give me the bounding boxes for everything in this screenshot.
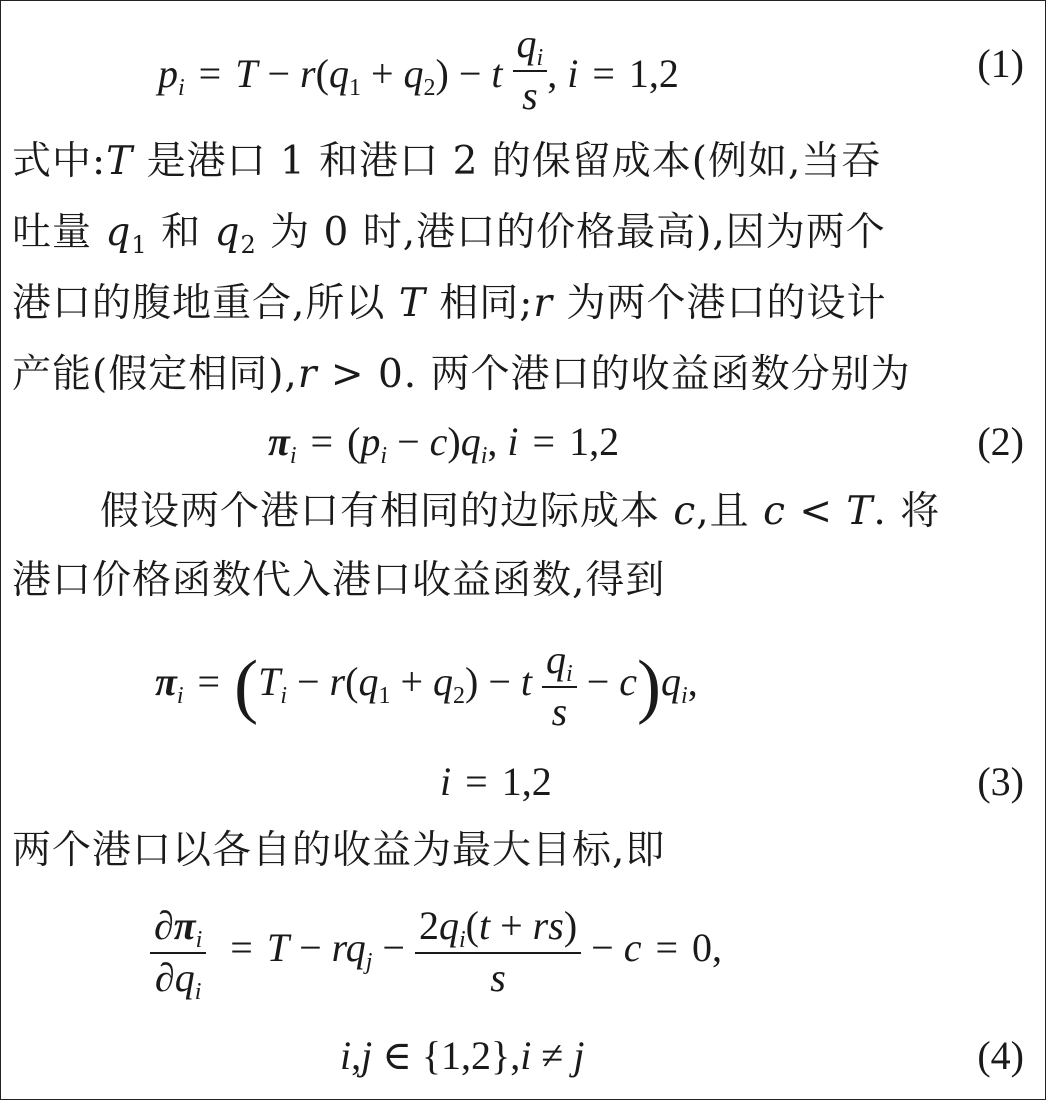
equation-3: $\pi_i = (T_i - r(q_1 + q_2) - t$ $\frac{q_i}{s}$ − $c)q_i$, xyxy=(155,637,698,734)
equation-3-number: (3) xyxy=(977,759,1024,804)
equation-2: $\pi_i = (p_i - c)q_i$, i = 1,2 xyxy=(268,419,620,469)
paragraph-3-line-1: 两个港口以各自的收益为最大目标,即 xyxy=(12,828,666,873)
equation-1: $p_i = T - r(q_1 + q_2) - t$ $\frac{q_i}{s}$ , i = 1,2 xyxy=(158,21,679,118)
paragraph-2-line-2: 港口价格函数代入港口收益函数,得到 xyxy=(12,558,666,603)
equation-4: $\frac{\partial\pi_i}{\partial q_i}$ = $T - rq_j$ − $\frac{2q_i(t + rs)}{s}$ − c = 0, xyxy=(150,906,722,998)
paragraph-1-line-3: 港口的腹地重合,所以 T 相同;r 为两个港口的设计 xyxy=(12,281,887,326)
equation-1-number: (1) xyxy=(977,41,1024,86)
equation-3-index: i = 1,2 xyxy=(440,759,552,804)
equation-4-number: (4) xyxy=(977,1033,1024,1078)
paragraph-1-line-4: 产能(假定相同),r > 0. 两个港口的收益函数分别为 xyxy=(12,352,911,397)
equation-2-number: (2) xyxy=(977,419,1024,464)
equation-4-condition: i,j ∈ {1,2},i ≠ j xyxy=(340,1033,585,1078)
paragraph-2-line-1: 假设两个港口有相同的边际成本 c,且 c < T. 将 xyxy=(100,489,941,534)
paragraph-1-line-2: 吐量 $q_1$ 和 $q_2$ 为 0 时,港口的价格最高),因为两个 xyxy=(12,210,886,259)
paragraph-1-line-1: 式中:T 是港口 1 和港口 2 的保留成本(例如,当吞 xyxy=(12,139,882,184)
